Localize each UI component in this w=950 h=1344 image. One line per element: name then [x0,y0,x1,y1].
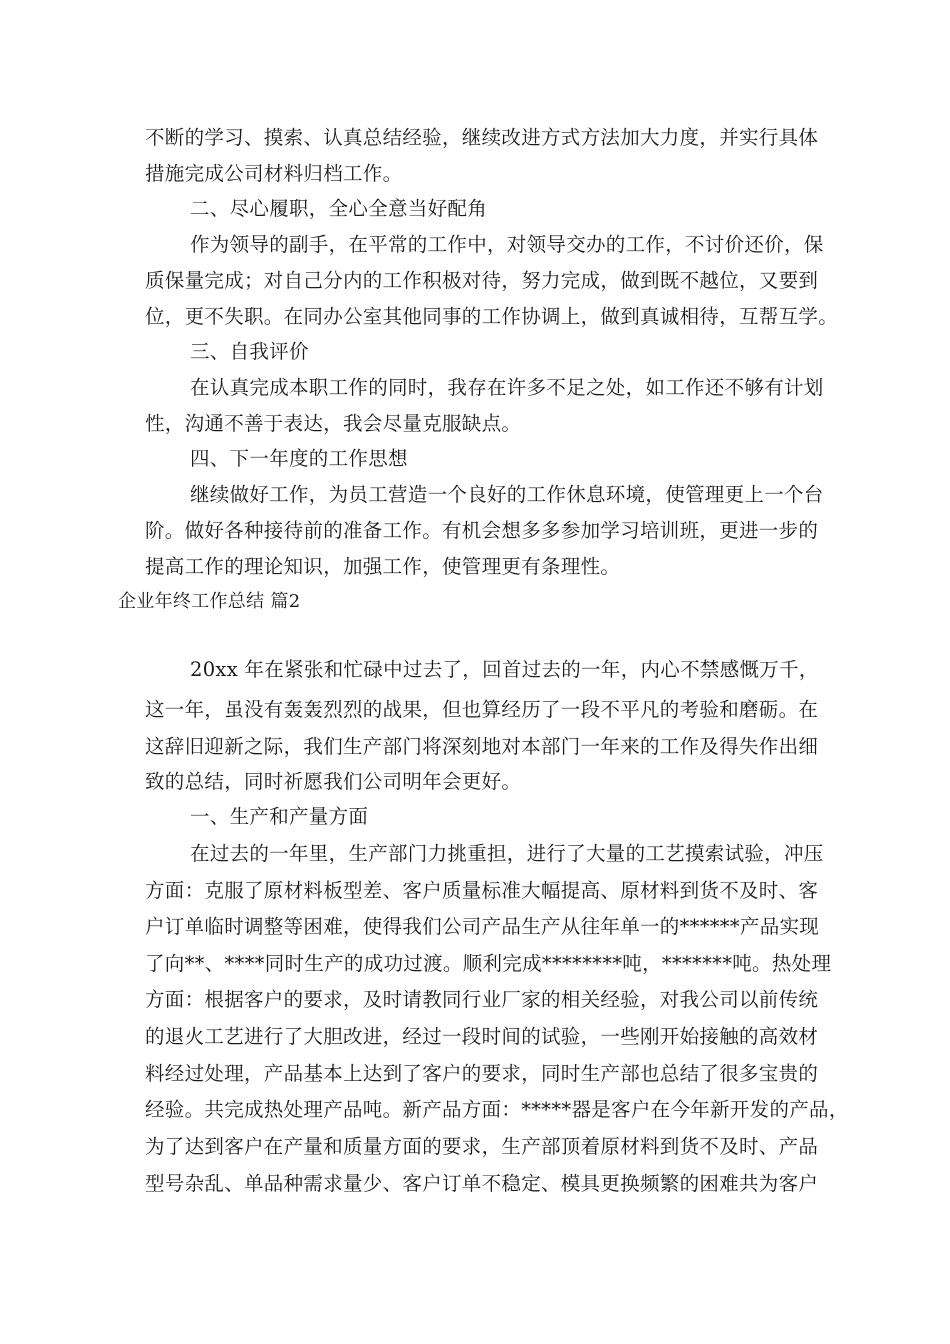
body-text-line: 措施完成公司材料归档工作。 [145,162,403,185]
body-text-line: 性，沟通不善于表达，我会尽量克服缺点。 [145,412,522,435]
body-text-line: 质保量完成；对自己分内的工作积极对待，努力完成，做到既不越位，又要到 [145,269,819,292]
body-text-line: 这辞旧迎新之际，我们生产部门将深刻地对本部门一年来的工作及得失作出细 [145,735,819,758]
section-heading: 一、生产和产量方面 [190,805,369,828]
body-text-line: 20xx 年在紧张和忙碌中过去了，回首过去的一年，内心不禁感慨万千， [190,658,819,681]
body-text-line: 在过去的一年里，生产部门力挑重担，进行了大量的工艺摸索试验，冲压 [190,842,824,865]
body-text-line: 经验。共完成热处理产品吨。新产品方面：*****器是客户在今年新开发的产品， [145,1098,849,1121]
body-text-line: 致的总结，同时祈愿我们公司明年会更好。 [145,770,522,793]
body-text-line: 料经过处理，产品基本上达到了客户的要求，同时生产部也总结了很多宝贵的 [145,1062,819,1085]
body-text-line: 阶。做好各种接待前的准备工作。有机会想多多参加学习培训班，更进一步的 [145,519,819,542]
body-text-line: 位，更不失职。在同办公室其他同事的工作协调上，做到真诚相待，互帮互学。 [145,305,839,328]
section-heading: 三、自我评价 [190,340,309,363]
section-heading: 四、下一年度的工作思想 [190,447,408,470]
body-text-line: 这一年，虽没有轰轰烈烈的战果，但也算经历了一段不平凡的考验和磨砺。在 [145,698,819,721]
body-text-line: 作为领导的副手，在平常的工作中，对领导交办的工作，不讨价还价，保 [190,233,824,256]
body-text-line: 方面：克服了原材料板型差、客户质量标准大幅提高、原材料到货不及时、客 [145,879,819,902]
body-text-line: 的退火工艺进行了大胆改进，经过一段时间的试验，一些刚开始接触的高效材 [145,1025,819,1048]
body-text-line: 型号杂乱、单品种需求量少、客户订单不稳定、模具更换频繁的困难共为客户 [145,1172,819,1195]
body-text-line: 了向**、****同时生产的成功过渡。顺利完成********吨，*******吨。热处理 [145,952,832,975]
body-text-line: 方面：根据客户的要求，及时请教同行业厂家的相关经验，对我公司以前传统 [145,988,819,1011]
body-text-line: 继续做好工作，为员工营造一个良好的工作休息环境，使管理更上一个台 [190,483,824,506]
body-text-line: 在认真完成本职工作的同时，我存在许多不足之处，如工作还不够有计划 [190,376,824,399]
body-text-line: 为了达到客户在产量和质量方面的要求，生产部顶着原材料到货不及时、产品 [145,1135,819,1158]
section-heading: 二、尽心履职，全心全意当好配角 [190,197,488,220]
body-text-line: 提高工作的理论知识，加强工作，使管理更有条理性。 [145,555,621,578]
body-text-line: 不断的学习、摸索、认真总结经验，继续改进方式方法加大力度，并实行具体 [145,126,819,149]
article-title: 企业年终工作总结 篇2 [118,591,301,612]
body-text-line: 户订单临时调整等困难，使得我们公司产品生产从往年单一的******产品实现 [145,915,820,938]
